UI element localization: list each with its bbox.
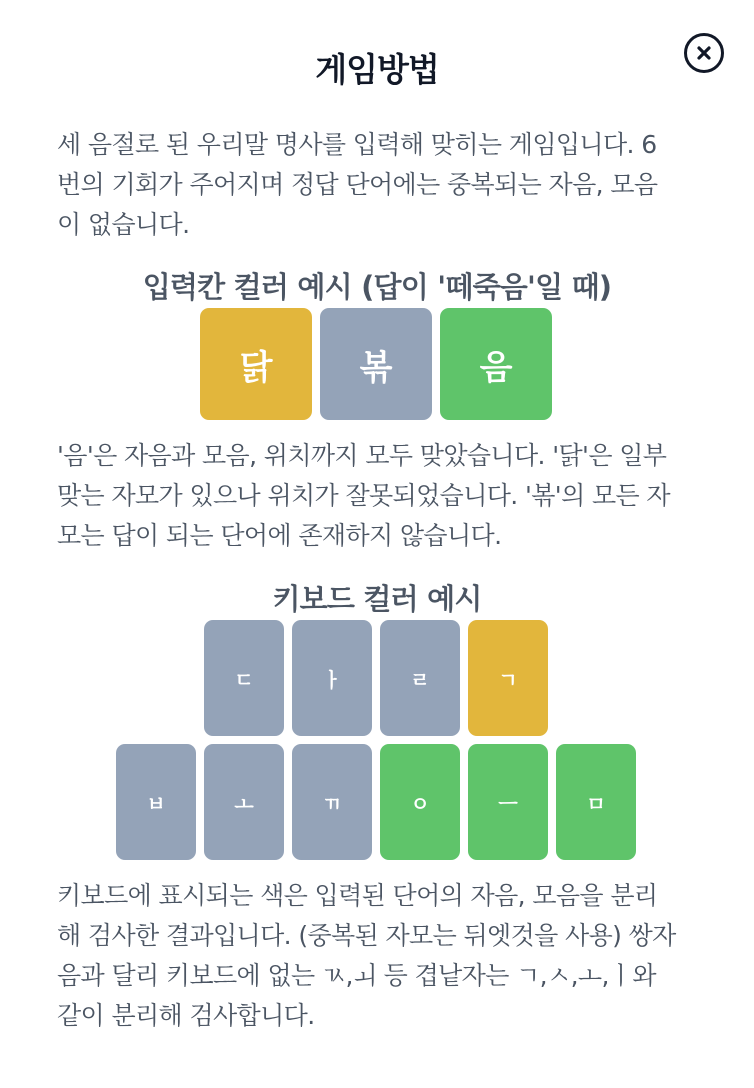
explanation-line: 해 검사한 결과입니다. (중복된 자모는 뒤엣것을 사용) 쌍자 <box>57 921 676 950</box>
explanation-line: 모는 답이 되는 단어에 존재하지 않습니다. <box>57 521 502 550</box>
key-example: ㄲ <box>292 744 372 860</box>
example-tile-correct: 음 <box>440 308 552 420</box>
key-example: ㅂ <box>116 744 196 860</box>
keyboard-example-title: 키보드 컬러 예시 <box>272 582 482 616</box>
modal-title: 게임방법 <box>315 50 439 89</box>
key-example: ㄹ <box>380 620 460 736</box>
key-example: ㅗ <box>204 744 284 860</box>
explanation-line: 맞는 자모가 있으나 위치가 잘못되었습니다. '볶'의 모든 자 <box>57 481 670 510</box>
example-tile-present: 닭 <box>200 308 312 420</box>
intro-line: 이 없습니다. <box>57 210 190 239</box>
input-example-title: 입력칸 컬러 예시 (답이 '떼죽음'일 때) <box>142 270 612 304</box>
example-tile-absent: 볶 <box>320 308 432 420</box>
key-example: ㅏ <box>292 620 372 736</box>
key-example: ㅇ <box>380 744 460 860</box>
intro-line: 세 음절로 된 우리말 명사를 입력해 맞히는 게임입니다. 6 <box>57 130 657 159</box>
key-example: ㅁ <box>556 744 636 860</box>
key-example: ㅡ <box>468 744 548 860</box>
key-example: ㄱ <box>468 620 548 736</box>
explanation-line: 음과 달리 키보드에 없는 ㄳ,ㅚ 등 겹낱자는 ㄱ,ㅅ,ㅗ,ㅣ와 <box>57 961 656 990</box>
explanation-line: 키보드에 표시되는 색은 입력된 단어의 자음, 모음을 분리 <box>57 881 658 910</box>
explanation-line: 같이 분리해 검사합니다. <box>57 1001 315 1030</box>
input-example-explanation <box>57 436 707 556</box>
keyboard-example-explanation <box>57 876 707 1036</box>
explanation-line: '음'은 자음과 모음, 위치까지 모두 맞았습니다. '닭'은 일부 <box>57 441 667 470</box>
intro-line: 번의 기회가 주어지며 정답 단어에는 중복되는 자음, 모음 <box>57 170 658 199</box>
key-example: ㄷ <box>204 620 284 736</box>
intro-text <box>57 125 707 245</box>
